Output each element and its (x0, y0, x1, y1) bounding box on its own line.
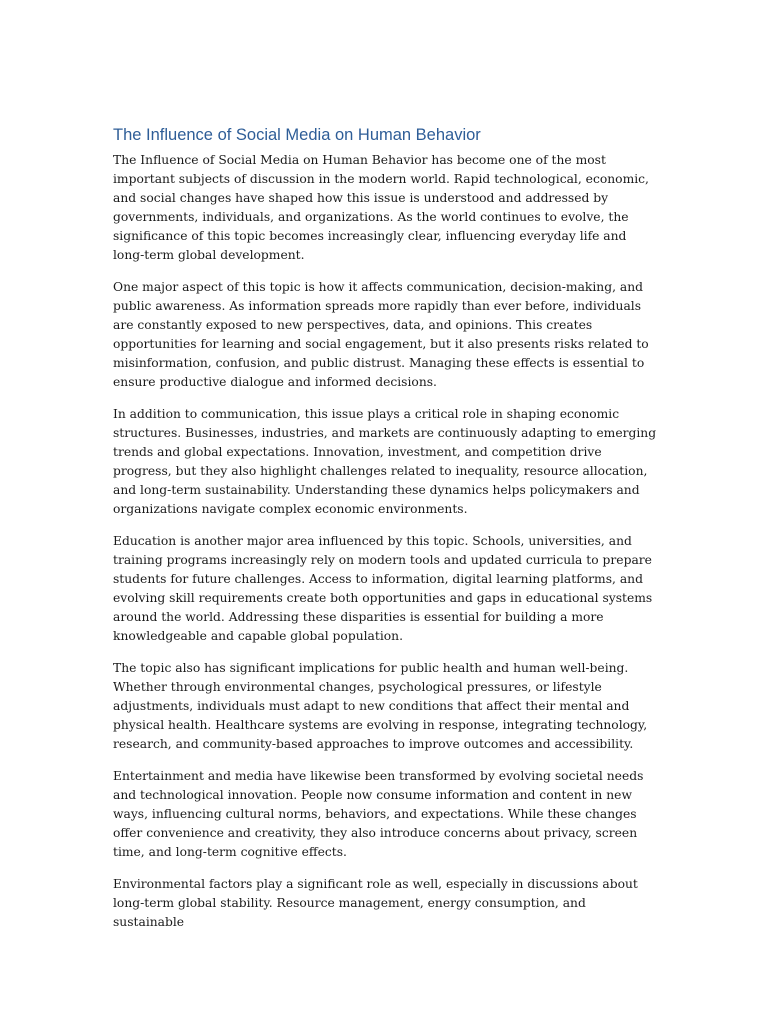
paragraph-1: The Influence of Social Media on Human Behavior has become one of the most important subjects of discussion in the modern world. Rapid technological, economic, and social changes have shaped how this issue is understood and addressed by governments, individuals, and organizations. As the world continues to evolve, the significance of this topic becomes increasingly clear, influencing everyday life and long-term global development. (113, 153, 649, 262)
document-title: The Influence of Social Media on Human Behavior (113, 126, 481, 144)
paragraph-7: Environmental factors play a significant role as well, especially in discussions about long-term global stability. Resource management, energy consumption, and sustainable (113, 877, 638, 929)
paragraph-3: In addition to communication, this issue plays a critical role in shaping economic structures. Businesses, industries, and markets are continuously adapting to emerging trends and global expectations. Innovation, investment, and competition drive progress, but they also highlight challenges related to inequality, resource allocation, and long-term sustainability. Understanding these dynamics helps policymakers and organizations navigate complex economic environments. (113, 407, 657, 516)
paragraph-5: The topic also has significant implications for public health and human well-being. Whether through environmental changes, psychological pressures, or lifestyle adjustments, individuals must adapt to new conditions that affect their mental and physical health. Healthcare systems are evolving in response, integrating technology, research, and community-based approaches to improve outcomes and accessibility. (113, 661, 648, 751)
document-body (113, 124, 658, 945)
paragraph-2: One major aspect of this topic is how it affects communication, decision-making, and public awareness. As information spreads more rapidly than ever before, individuals are constantly exposed to new perspectives, data, and opinions. This creates opportunities for learning and social engagement, but it also presents risks related to misinformation, confusion, and public distrust. Managing these effects is essential to ensure productive dialogue and informed decisions. (113, 280, 649, 389)
paragraph-4: Education is another major area influenced by this topic. Schools, universities, and training programs increasingly rely on modern tools and updated curricula to prepare students for future challenges. Access to information, digital learning platforms, and evolving skill requirements create both opportunities and gaps in educational systems around the world. Addressing these disparities is essential for building a more knowledgeable and capable global population. (113, 534, 653, 643)
paragraph-6: Entertainment and media have likewise been transformed by evolving societal needs and technological innovation. People now consume information and content in new ways, influencing cultural norms, behaviors, and expectations. While these changes offer convenience and creativity, they also introduce concerns about privacy, screen time, and long-term cognitive effects. (113, 769, 644, 859)
